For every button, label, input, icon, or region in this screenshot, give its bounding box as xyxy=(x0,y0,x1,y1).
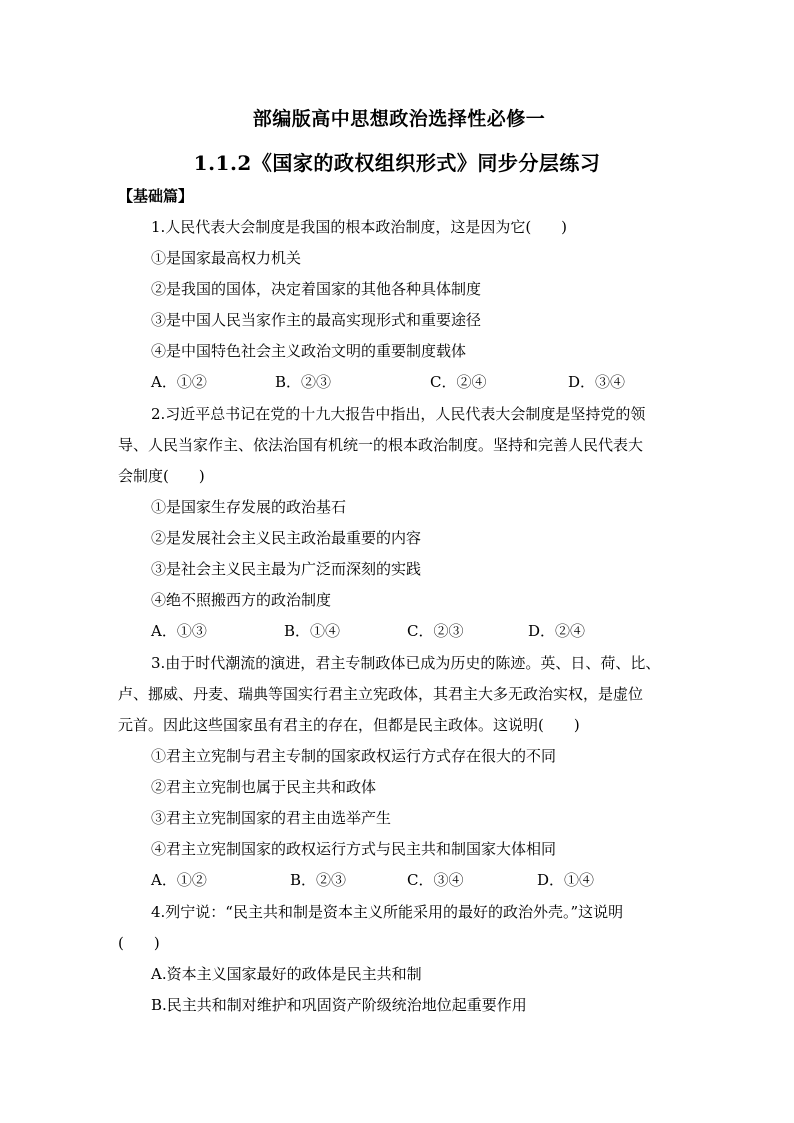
question-3-item: ②君主立宪制也属于民主共和政体 xyxy=(151,778,377,796)
question-2-item: ④绝不照搬西方的政治制度 xyxy=(151,591,332,609)
section-heading: 【基础篇】 xyxy=(118,187,194,205)
question-3-item: ④君主立宪制国家的政权运行方式与民主共和制国家大体相同 xyxy=(151,840,557,858)
document-subtitle: 1.1.2《国家的政权组织形式》同步分层练习 xyxy=(193,151,601,175)
question-1-item: ①是国家最高权力机关 xyxy=(151,249,302,267)
question-4-stem-line: 4.列宁说：“民主共和制是资本主义所能采用的最好的政治外壳。”这说明 xyxy=(151,903,624,921)
question-3-stem-line: 元首。因此这些国家虽有君主的存在，但都是民主政体。这说明( ) xyxy=(118,716,580,734)
question-2-item: ①是国家生存发展的政治基石 xyxy=(151,498,347,516)
question-4-item: B.民主共和制对维护和巩固资产阶级统治地位起重要作用 xyxy=(151,996,527,1014)
question-2-item: ③是社会主义民主最为广泛而深刻的实践 xyxy=(151,560,422,578)
question-2-option-d: D．②④ xyxy=(528,622,586,640)
question-3-stem-line: 3.由于时代潮流的演进，君主专制政体已成为历史的陈迹。英、日、荷、比、 xyxy=(151,654,661,672)
question-2-option-b: B．①④ xyxy=(284,622,341,640)
question-3-stem-line: 卢、挪威、丹麦、瑞典等国实行君主立宪政体，其君主大多无政治实权，是虚位 xyxy=(118,685,644,703)
question-1-item: ②是我国的国体，决定着国家的其他各种具体制度 xyxy=(151,280,482,298)
question-2-item: ②是发展社会主义民主政治最重要的内容 xyxy=(151,529,422,547)
question-1-stem: 1.人民代表大会制度是我国的根本政治制度，这是因为它( ) xyxy=(151,218,568,236)
question-2-stem-line: 导、人民当家作主、依法治国有机统一的根本政治制度。坚持和完善人民代表大 xyxy=(118,436,644,454)
question-3-item: ①君主立宪制与君主专制的国家政权运行方式存在很大的不同 xyxy=(151,747,557,765)
question-1-item: ④是中国特色社会主义政治文明的重要制度载体 xyxy=(151,342,467,360)
question-4-stem-line: ( ) xyxy=(118,934,160,952)
question-3-item: ③君主立宪制国家的君主由选举产生 xyxy=(151,809,392,827)
question-1-item: ③是中国人民当家作主的最高实现形式和重要途径 xyxy=(151,311,482,329)
question-3-option-d: D．①④ xyxy=(537,871,595,889)
question-2-option-a: A．①③ xyxy=(151,622,207,640)
question-3-option-b: B．②③ xyxy=(290,871,347,889)
question-3-option-c: C．③④ xyxy=(407,871,464,889)
document-title: 部编版高中思想政治选择性必修一 xyxy=(252,108,546,130)
question-1-option-d: D．③④ xyxy=(568,373,626,391)
question-1-option-c: C．②④ xyxy=(430,373,487,391)
question-2-stem-line: 会制度( ) xyxy=(118,467,205,485)
question-1-option-a: A．①② xyxy=(151,373,207,391)
question-2-option-c: C．②③ xyxy=(407,622,464,640)
question-3-option-a: A．①② xyxy=(151,871,207,889)
question-2-stem-line: 2.习近平总书记在党的十九大报告中指出，人民代表大会制度是坚持党的领 xyxy=(151,405,646,423)
question-4-item: A.资本主义国家最好的政体是民主共和制 xyxy=(151,965,422,983)
question-1-option-b: B．②③ xyxy=(275,373,332,391)
